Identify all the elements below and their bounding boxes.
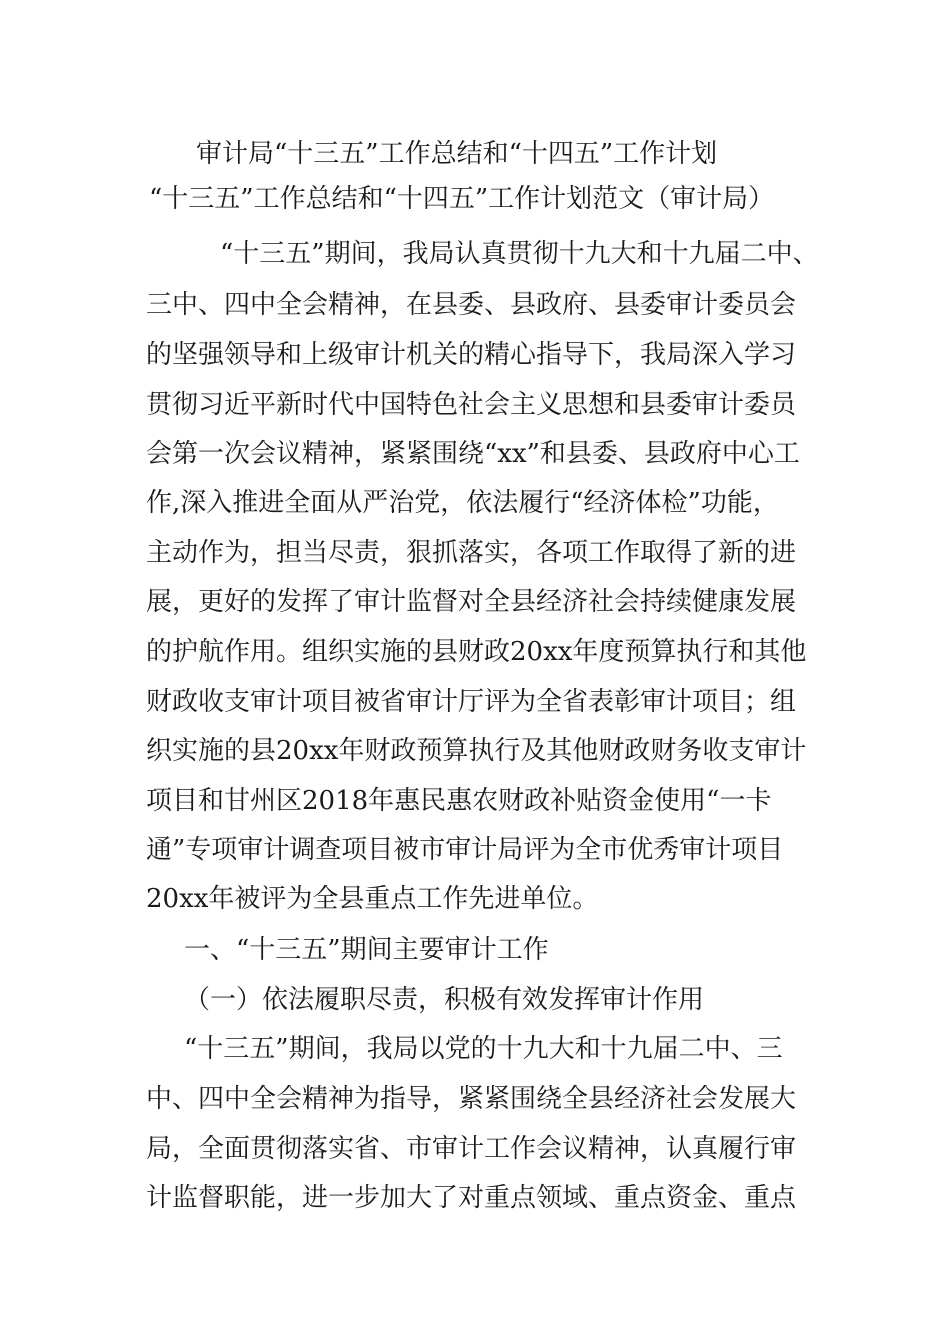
document-subtitle: “十三五”工作总结和“十四五”工作计划范文（审计局） <box>149 184 775 214</box>
intro-line: “十三五”期间，我局认真贯彻十九大和十九届二中、 <box>220 239 819 269</box>
intro-line: 主动作为，担当尽责，狠抓落实，各项工作取得了新的进 <box>146 538 797 568</box>
subsection-heading: （一）依法履职尽责，积极有效发挥审计作用 <box>184 985 705 1015</box>
intro-line: 三中、四中全会精神，在县委、县政府、县委审计委员会 <box>146 290 797 320</box>
intro-line: 的坚强领导和上级审计机关的精心指导下，我局深入学习 <box>146 340 797 370</box>
intro-line: 项目和甘州区2018年惠民惠农财政补贴资金使用“一卡 <box>146 786 772 816</box>
body-line: 计监督职能，进一步加大了对重点领域、重点资金、重点 <box>146 1183 797 1213</box>
intro-line: 20xx年被评为全县重点工作先进单位。 <box>146 884 599 914</box>
intro-line: 作,深入推进全面从严治党，依法履行“经济体检”功能， <box>146 488 779 518</box>
section-heading: 一、“十三五”期间主要审计工作 <box>184 935 549 965</box>
intro-line: 贯彻习近平新时代中国特色社会主义思想和县委审计委员 <box>146 390 797 420</box>
intro-line: 展，更好的发挥了审计监督对全县经济社会持续健康发展 <box>146 587 797 617</box>
intro-line: 会第一次会议精神，紧紧围绕“xx”和县委、县政府中心工 <box>146 439 800 469</box>
intro-line: 织实施的县20xx年财政预算执行及其他财政财务收支审计 <box>146 736 807 766</box>
intro-line: 的护航作用。组织实施的县财政20xx年度预算执行和其他 <box>146 637 807 667</box>
intro-line: 通”专项审计调查项目被市审计局评为全市优秀审计项目 <box>146 835 784 865</box>
intro-line: 财政收支审计项目被省审计厅评为全省表彰审计项目；组 <box>146 687 797 717</box>
body-line: 局，全面贯彻落实省、市审计工作会议精神，认真履行审 <box>146 1134 797 1164</box>
body-line: “十三五”期间，我局以党的十九大和十九届二中、三 <box>184 1034 783 1064</box>
body-line: 中、四中全会精神为指导，紧紧围绕全县经济社会发展大 <box>146 1084 797 1114</box>
document-title: 审计局“十三五”工作总结和“十四五”工作计划 <box>196 139 718 169</box>
